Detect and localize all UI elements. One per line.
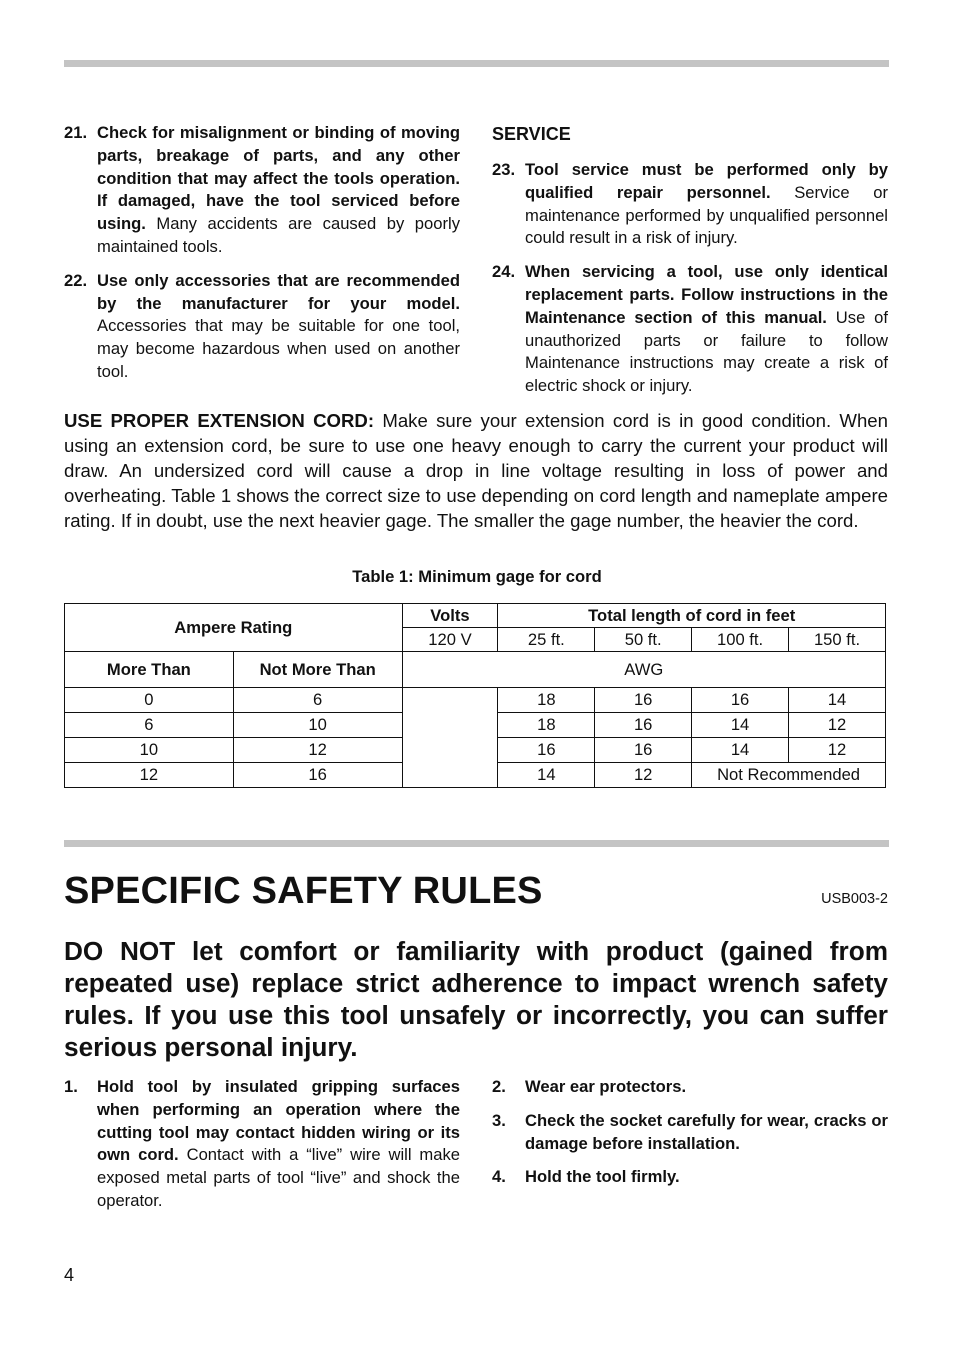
specific-rule-item-1 [64, 1076, 460, 1213]
rule-bold-text: Wear ear protectors. [525, 1077, 687, 1096]
document-code: USB003-2 [821, 891, 888, 907]
service-right-column [492, 123, 888, 398]
warning-paragraph: DO NOT let comfort or familiarity with product (gained from repeated use) replace strict adherence to impact wrench safety rules. If you use this tool unsafely or incorrectly, you can suffer serious personal injury. [64, 936, 888, 1062]
rule-item-24 [492, 261, 888, 398]
not-more-than-cell: 6 [233, 688, 402, 713]
volts-header: Volts [402, 604, 498, 628]
specific-safety-rules-title: SPECIFIC SAFETY RULES [64, 870, 543, 912]
gage-cell: 12 [789, 713, 886, 738]
rule-bold-text: Hold the tool firmly. [525, 1167, 680, 1187]
rule-text: Service or maintenance performed by unqualified personnel could result in a risk of injury. [525, 182, 888, 248]
specific-rules-left-column [64, 1076, 460, 1213]
not-more-than-cell: 10 [233, 713, 402, 738]
rule-bold-text: Check the socket carefully for wear, cracks or damage before installation. [525, 1110, 888, 1153]
rule-bold-text: Use only accessories that are recommended by the manufacturer for your model. [97, 270, 460, 313]
rule-bold-text: Hold tool by insulated gripping surfaces when performing an operation where the cutting tool may contact hidden wiring or its own cord. [97, 1077, 460, 1165]
more-than-cell: 10 [65, 738, 234, 763]
specific-rule-item-3 [492, 1110, 888, 1156]
extension-cord-lead: USE PROPER EXTENSION CORD: [64, 410, 375, 431]
rule-number: 21. [64, 123, 88, 142]
rule-number: 2. [492, 1077, 506, 1096]
voltage-cell: 120 V [402, 628, 498, 652]
gage-cell: 16 [692, 688, 789, 713]
gage-cell: 14 [692, 738, 789, 763]
page-number: 4 [64, 1265, 75, 1285]
total-length-header: Total length of cord in feet [498, 604, 886, 628]
more-than-cell: 0 [65, 688, 234, 713]
gage-cell: 12 [789, 738, 886, 763]
length-header-100: 100 ft. [692, 628, 789, 652]
not-recommended-cell: Not Recommended [692, 763, 886, 788]
gage-cell: 18 [498, 688, 595, 713]
table-caption: Table 1: Minimum gage for cord [352, 567, 602, 586]
volts-blank-cell [402, 688, 498, 788]
more-than-cell: 6 [65, 713, 234, 738]
length-header-150: 150 ft. [789, 628, 886, 652]
rule-text: Accessories that may be suitable for one tool, may become hazardous when used on another tool. [97, 316, 460, 381]
cord-gage-table [64, 603, 886, 788]
not-more-than-cell: 12 [233, 738, 402, 763]
specific-rules-right-column [492, 1076, 888, 1189]
gage-cell: 16 [595, 713, 692, 738]
rule-item-23 [492, 159, 888, 250]
gage-cell: 14 [692, 713, 789, 738]
extension-cord-text: Make sure your extension cord is in good condition. When using an extension cord, be sure to use one heavy enough to carry the current your product will draw. An undersized cord will cause a drop in line voltage resulting in loss of power and overheating. Table 1 shows the correct size to use depending on cord length and nameplate ampere rating. If in doubt, use the next heavier gage. The smaller the gage number, the heavier the cord. [64, 410, 888, 531]
service-heading: SERVICE [492, 124, 571, 144]
rule-item-22 [64, 270, 460, 384]
rule-text: Contact with a “live” wire will make exposed metal parts of tool “live” and shock the operator. [97, 1145, 460, 1210]
rule-bold-text: Check for misalignment or binding of moving parts, breakage of parts, and any other condition that may affect the tools operation. If damaged, have the tool serviced before using. [97, 123, 460, 234]
rule-number: 4. [492, 1167, 506, 1187]
extension-cord-paragraph [64, 408, 888, 533]
rule-text: Many accidents are caused by poorly maintained tools. [97, 214, 460, 256]
ampere-rating-header: Ampere Rating [65, 604, 403, 652]
gage-cell: 18 [498, 713, 595, 738]
more-than-header: More Than [65, 652, 234, 688]
specific-rule-item-2 [492, 1076, 888, 1099]
not-more-than-header: Not More Than [233, 652, 402, 688]
not-more-than-cell: 16 [233, 763, 402, 788]
rule-number: 24. [492, 262, 516, 282]
specific-rule-item-4 [492, 1166, 888, 1189]
gage-cell: 16 [595, 688, 692, 713]
more-than-cell: 12 [65, 763, 234, 788]
rule-text: Use of unauthorized parts or failure to follow Maintenance instructions may create a risk of electric shock or injury. [525, 307, 888, 396]
length-header-25: 25 ft. [498, 628, 595, 652]
general-rules-left-column [64, 122, 460, 384]
gage-cell: 14 [789, 688, 886, 713]
rule-number: 1. [64, 1077, 78, 1096]
section-divider-bar [64, 840, 889, 847]
rule-number: 22. [64, 270, 88, 290]
gage-cell: 16 [595, 738, 692, 763]
rule-bold-text: Tool service must be performed only by qualified repair personnel. [525, 160, 888, 202]
rule-bold-text: When servicing a tool, use only identical replacement parts. Follow instructions in the Maintenance section of this manual. [525, 262, 888, 327]
gage-cell: 12 [595, 763, 692, 788]
top-divider-bar [64, 60, 889, 67]
rule-number: 3. [492, 1110, 506, 1130]
rule-item-21 [64, 122, 460, 259]
gage-cell: 16 [498, 738, 595, 763]
length-header-50: 50 ft. [595, 628, 692, 652]
table-row [65, 688, 886, 713]
awg-header: AWG [402, 652, 885, 688]
rule-number: 23. [492, 160, 516, 179]
gage-cell: 14 [498, 763, 595, 788]
